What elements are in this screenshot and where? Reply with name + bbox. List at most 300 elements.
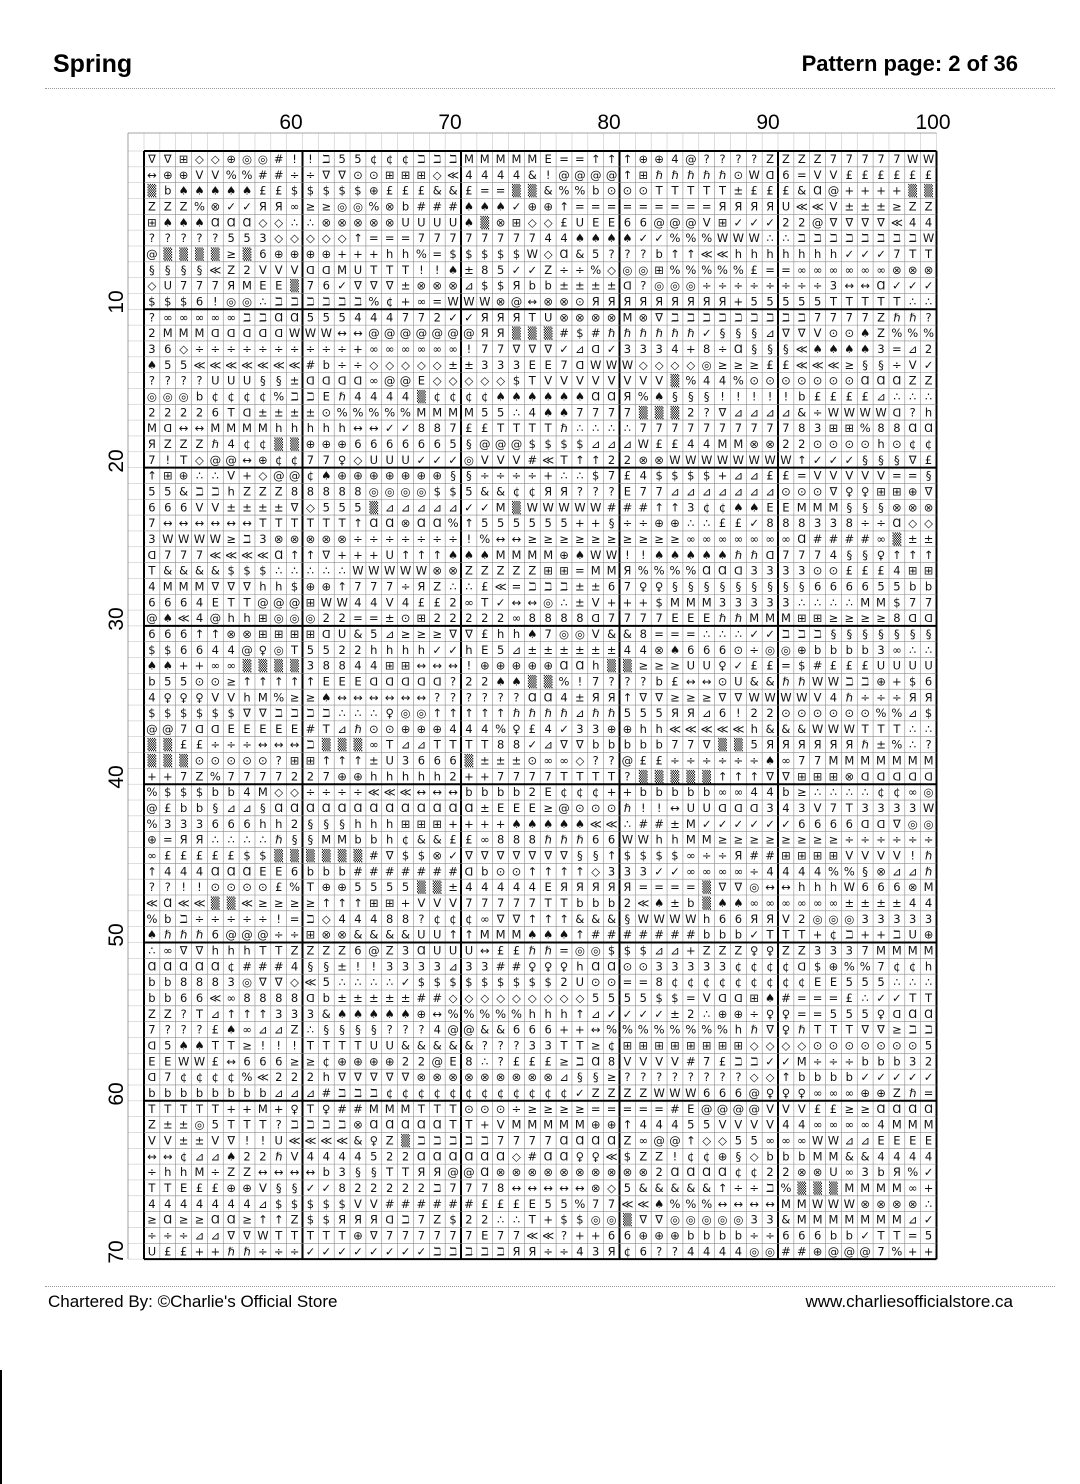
grid-cell-symbol: ∇ [797,326,806,341]
grid-cell-symbol: ≥ [717,357,728,372]
grid-cell-symbol: = [559,152,569,167]
grid-cell-symbol: 7 [449,421,457,436]
grid-cell-symbol: M [796,1196,807,1211]
grid-cell-symbol: ± [273,500,284,515]
grid-cell-symbol: & [670,1180,680,1195]
grid-cell-symbol: 6 [782,1228,790,1243]
grid-cell-symbol: ∞ [559,753,569,768]
grid-cell-symbol: ⊗ [495,294,506,309]
grid-cell-symbol: M [257,785,268,800]
grid-cell-symbol: ± [511,753,522,768]
grid-cell-symbol: b [623,737,632,752]
grid-cell-symbol: 7 [655,484,663,499]
grid-cell-symbol: ∞ [226,310,236,325]
grid-cell-symbol: ? [164,880,171,895]
grid-cell-symbol: % [685,563,697,578]
grid-cell-symbol: ⊗ [511,1165,522,1180]
grid-cell-symbol: ¢ [512,484,521,499]
grid-cell-symbol: ¢ [893,785,901,800]
grid-cell-symbol: ≪ [145,896,158,911]
grid-cell-symbol: b [179,1086,188,1100]
grid-cell-symbol: @ [146,611,158,626]
grid-cell-symbol: £ [766,357,774,372]
grid-cell-symbol: ↔ [194,516,205,531]
grid-cell-symbol: ÷ [907,832,918,847]
grid-cell-symbol: @ [669,1133,681,1148]
grid-cell-symbol: ▒ [195,247,204,262]
grid-cell-symbol: 2 [449,595,457,610]
grid-cell-symbol: £ [829,389,838,404]
grid-cell-symbol: ◇ [749,1038,759,1053]
grid-cell-symbol: ≪ [304,1133,317,1148]
grid-cell-symbol: W [811,721,824,736]
grid-cell-symbol: 5 [798,294,806,309]
grid-cell-symbol: ◇ [290,975,299,990]
grid-cell-symbol: M [463,152,474,167]
grid-cell-symbol: = [606,1101,617,1116]
grid-cell-symbol: ∇ [465,848,473,863]
grid-cell-symbol: ÷ [479,468,490,483]
grid-cell-symbol: ↔ [511,531,522,546]
grid-cell-symbol: £ [861,563,869,578]
grid-cell-symbol: ⊕ [384,1054,395,1069]
grid-cell-symbol: ≥ [559,1101,569,1116]
grid-cell-symbol: Ɑ [559,1133,569,1148]
grid-cell-symbol: % [574,1196,586,1211]
grid-cell-symbol: $ [528,975,536,990]
grid-cell-symbol: ⊕ [416,1006,427,1021]
grid-cell-symbol: 6 [195,991,204,1006]
grid-cell-symbol: Z [258,484,267,499]
grid-cell-symbol: ▒ [163,247,173,262]
grid-cell-symbol: £ [671,436,679,451]
grid-cell-symbol: Я [718,294,727,309]
grid-cell-symbol: ÷ [749,1006,760,1021]
grid-cell-symbol: 3 [639,341,647,356]
grid-cell-symbol: + [479,816,490,831]
grid-cell-symbol: ⊗ [448,563,458,578]
grid-cell-symbol: 7 [607,611,616,626]
grid-cell-symbol: ⊿ [384,626,395,641]
grid-cell-symbol: ℏ [734,611,743,626]
grid-cell-symbol: Ɑ [210,1212,220,1227]
grid-cell-symbol: % [780,1180,792,1195]
grid-cell-symbol: 4 [734,1244,743,1259]
grid-cell-symbol: ⊙ [638,959,649,974]
grid-cell-symbol: ℏ [687,167,695,182]
grid-cell-symbol: = [701,199,712,214]
grid-cell-symbol: 7 [639,611,647,626]
grid-cell-symbol: ✓ [892,991,902,1006]
grid-cell-symbol: U [337,626,347,641]
grid-cell-symbol: T [845,801,853,816]
grid-cell-symbol: ? [608,247,615,262]
grid-cell-symbol: ± [733,183,744,198]
grid-cell-symbol: b [639,737,647,752]
grid-cell-symbol: § [180,262,187,277]
grid-cell-symbol: ⊗ [495,1165,506,1180]
grid-cell-symbol: £ [813,1101,822,1116]
grid-cell-symbol: M [321,832,332,847]
grid-cell-symbol: £ [512,1054,521,1069]
grid-cell-symbol: % [558,183,570,198]
grid-cell-symbol: ∇ [782,769,790,784]
grid-cell-symbol: 2 [623,896,632,911]
grid-cell-symbol: § [909,626,916,641]
grid-cell-symbol: U [369,452,379,467]
grid-cell-symbol: ⊞ [717,1038,728,1053]
grid-cell-symbol: @ [574,167,586,182]
grid-cell-symbol: ℏ [544,943,552,958]
grid-cell-symbol: ⊙ [812,706,823,721]
grid-cell-symbol: ▒ [622,658,632,673]
grid-cell-symbol: W [922,152,935,167]
grid-cell-symbol: 4 [243,785,251,800]
grid-cell-symbol: ⊙ [733,642,744,657]
grid-cell-symbol: ♠ [226,1149,237,1164]
grid-cell-symbol: ∇ [734,690,743,705]
grid-cell-symbol: 2 [766,706,774,721]
grid-cell-symbol: h [528,1006,536,1021]
grid-cell-symbol: ⊙ [258,753,268,768]
grid-cell-symbol: £ [179,848,188,863]
grid-cell-symbol: Ɑ [559,658,569,673]
grid-cell-symbol: 5 [322,975,330,990]
grid-cell-symbol: ↔ [860,278,870,293]
grid-cell-symbol: % [146,816,158,831]
grid-cell-symbol: ◇ [147,278,157,293]
grid-cell-symbol: ᗡ [258,326,268,341]
grid-cell-symbol: + [559,1022,569,1037]
grid-cell-symbol: & [496,484,506,499]
grid-cell-symbol: 4 [671,341,679,356]
grid-cell-symbol: = [670,199,680,214]
grid-cell-symbol: ♠ [162,611,173,626]
grid-cell-symbol: 4 [148,690,156,705]
grid-cell-symbol: 6 [211,405,219,420]
grid-cell-symbol: ⊙ [590,975,601,990]
grid-cell-symbol: ∞ [796,896,807,911]
grid-cell-symbol: ♀ [781,1006,791,1021]
grid-cell-symbol: 6 [687,642,695,657]
grid-cell-symbol: $ [655,991,663,1006]
grid-cell-symbol: ¢ [718,500,727,515]
grid-cell-symbol: V [813,326,822,341]
grid-cell-symbol: % [637,563,649,578]
grid-cell-symbol: 7 [148,1022,156,1037]
grid-cell-symbol: U [924,658,933,673]
grid-cell-symbol: ∴ [306,1022,315,1037]
grid-cell-symbol: W [843,880,856,895]
grid-cell-symbol: M [717,436,728,451]
grid-cell-symbol: % [669,231,681,246]
grid-cell-symbol: ∞ [162,310,173,325]
grid-cell-symbol: ≥ [654,531,664,546]
grid-cell-symbol: = [511,579,522,594]
grid-cell-symbol: % [859,959,871,974]
grid-cell-symbol: § [878,452,884,467]
grid-cell-symbol: ⊗ [337,927,347,942]
grid-cell-symbol: ♠ [606,231,617,246]
grid-cell-symbol: # [353,864,363,879]
grid-cell-symbol: = [622,199,633,214]
grid-cell-symbol: § [672,389,678,404]
grid-cell-symbol: % [669,563,681,578]
grid-cell-symbol: T [433,737,441,752]
grid-cell-symbol: ♠ [463,215,475,230]
grid-cell-symbol: 7 [211,278,219,293]
grid-cell-symbol: ∴ [845,785,853,800]
grid-cell-symbol: ↔ [559,1180,569,1195]
grid-cell-symbol: 6 [734,1086,743,1100]
grid-cell-symbol: 7 [703,421,711,436]
grid-cell-symbol: V [211,1133,220,1148]
grid-cell-symbol: # [258,167,268,182]
grid-cell-symbol: & [797,405,807,420]
grid-cell-symbol: 2 [417,1054,426,1069]
grid-cell-symbol: W [922,801,935,816]
grid-cell-symbol: 3 [401,943,410,958]
grid-cell-symbol: Z [195,769,204,784]
grid-cell-symbol: ∇ [766,769,774,784]
grid-cell-symbol: % [368,199,380,214]
row-label-70: 70 [105,1240,128,1264]
grid-cell-symbol: ⊿ [907,1212,918,1227]
grid-cell-symbol: ↑ [781,1070,791,1085]
grid-cell-symbol: # [432,991,443,1006]
grid-cell-symbol: ∞ [781,531,791,546]
grid-cell-symbol: 5 [750,737,758,752]
grid-cell-symbol: 4 [465,721,473,736]
grid-cell-symbol: ⊗ [321,927,332,942]
grid-cell-symbol: b [798,389,806,404]
grid-cell-symbol: Ɑ [432,801,442,816]
grid-cell-symbol: 4 [639,1117,647,1132]
grid-cell-symbol: ÷ [733,278,744,293]
grid-cell-symbol: E [877,1133,885,1148]
grid-cell-symbol: 6 [433,753,441,768]
grid-cell-symbol: ≪ [336,1133,349,1148]
grid-cell-symbol: 2 [354,642,362,657]
grid-cell-symbol: £ [829,1101,838,1116]
grid-cell-symbol: ▒ [258,658,268,673]
grid-cell-symbol: V [480,452,489,467]
grid-cell-symbol: T [291,1228,299,1243]
grid-cell-symbol: 7 [671,421,679,436]
grid-cell-symbol: ⊞ [416,611,427,626]
grid-cell-symbol: ℶ [195,484,204,499]
grid-cell-symbol: ✓ [717,816,728,831]
grid-cell-symbol: = [432,247,443,262]
grid-cell-symbol: ! [213,294,218,309]
grid-cell-symbol: h [401,769,410,784]
grid-cell-symbol: T [655,183,663,198]
grid-cell-symbol: W [669,1086,681,1100]
grid-cell-symbol: & [353,1133,363,1148]
grid-cell-symbol: 7 [544,626,552,641]
grid-cell-symbol: 6 [243,1054,251,1069]
grid-cell-symbol: 5 [354,880,362,895]
grid-cell-symbol: ⊙ [844,373,855,388]
grid-cell-symbol: $ [528,436,536,451]
grid-cell-symbol: ! [640,801,646,816]
grid-cell-symbol: Z [591,1086,600,1100]
grid-cell-symbol: 5 [179,674,188,689]
grid-cell-symbol: ? [703,1070,710,1085]
grid-cell-symbol: W [320,326,332,341]
grid-cell-symbol: ± [575,579,585,594]
grid-cell-symbol: & [686,1180,696,1195]
grid-cell-symbol: % [479,1006,491,1021]
grid-cell-symbol: ≪ [890,215,903,230]
grid-cell-symbol: Z [243,1165,251,1180]
grid-cell-symbol: Z [797,943,806,958]
grid-cell-symbol: Я [781,737,790,752]
grid-cell-symbol: ℶ [306,294,315,309]
grid-cell-symbol: T [560,452,568,467]
grid-cell-symbol: + [685,341,696,356]
grid-cell-symbol: ≥ [844,611,855,626]
grid-cell-symbol: Ɑ [226,1212,236,1227]
grid-cell-symbol: h [750,247,758,262]
grid-cell-symbol: ▒ [274,658,284,673]
grid-cell-symbol: h [782,247,790,262]
grid-cell-symbol: 2 [259,1149,267,1164]
grid-cell-symbol: W [748,690,760,705]
grid-cell-symbol: T [719,183,727,198]
grid-cell-symbol: ÷ [194,341,205,356]
grid-cell-symbol: ↑ [194,626,205,641]
grid-cell-symbol: 8 [798,421,806,436]
grid-cell-symbol: T [338,516,346,531]
footer-divider [45,1286,1055,1287]
grid-cell-symbol: Я [512,1244,521,1259]
grid-cell-symbol: M [860,595,871,610]
grid-cell-symbol: 2 [782,215,790,230]
grid-cell-symbol: V [655,1054,664,1069]
grid-cell-symbol: 7 [512,769,521,784]
grid-cell-symbol: M [844,1180,855,1195]
grid-cell-symbol: ℶ [496,1244,505,1259]
grid-cell-symbol: b [227,1086,235,1100]
grid-cell-symbol: 4 [148,579,156,594]
grid-cell-symbol: & [575,911,585,926]
grid-cell-symbol: Ɑ [369,516,379,531]
grid-cell-symbol: ¢ [703,975,711,990]
grid-cell-symbol: ℏ [164,927,172,942]
grid-cell-symbol: ⊿ [575,706,585,721]
grid-cell-symbol: ᗡ [876,816,886,831]
grid-cell-symbol: & [749,674,759,689]
grid-cell-symbol: W [843,1196,856,1211]
grid-cell-symbol: T [893,294,901,309]
grid-cell-symbol: ⊕ [337,1054,347,1069]
grid-cell-symbol: T [417,1101,425,1116]
grid-cell-symbol: M [828,753,839,768]
grid-cell-symbol: ♀ [765,1086,775,1100]
grid-cell-symbol: ᗡ [892,1006,902,1021]
grid-cell-symbol: V [718,1117,727,1132]
grid-cell-symbol: ± [907,531,918,546]
grid-cell-symbol: ⊿ [543,737,553,752]
grid-cell-symbol: ℶ [322,152,331,167]
grid-cell-symbol: Ɑ [670,1165,680,1180]
grid-cell-symbol: ◎ [558,626,570,641]
grid-cell-symbol: ? [656,1244,663,1259]
grid-cell-symbol: Z [338,943,347,958]
grid-cell-symbol: ≥ [590,1038,601,1053]
grid-cell-symbol: Я [607,294,616,309]
grid-cell-symbol: £ [750,262,758,277]
grid-cell-symbol: ≥ [273,896,284,911]
grid-cell-symbol: 4 [703,373,711,388]
grid-cell-symbol: ? [450,690,457,705]
grid-cell-symbol: 4 [909,896,917,911]
grid-cell-symbol: ⊗ [321,531,332,546]
grid-cell-symbol: M [527,152,538,167]
grid-cell-symbol: ⊕ [907,484,918,499]
grid-cell-symbol: Ɑ [321,801,331,816]
grid-cell-symbol: ∴ [718,626,727,641]
grid-cell-symbol: ∇ [322,167,331,182]
grid-cell-symbol: U [433,943,442,958]
grid-cell-symbol: % [701,262,713,277]
grid-cell-symbol: 3 [496,357,505,372]
grid-cell-symbol: 6 [718,642,727,657]
grid-cell-symbol: ⊿ [559,1070,569,1085]
grid-cell-symbol: ≥ [242,1038,252,1053]
grid-cell-symbol: + [464,816,474,831]
grid-cell-symbol: ? [671,1244,679,1259]
grid-cell-symbol: 7 [528,231,536,246]
grid-cell-symbol: Ɑ [924,1101,934,1116]
grid-cell-symbol: ∞ [194,310,205,325]
grid-cell-symbol: 7 [449,1228,457,1243]
grid-cell-symbol: ♠ [495,674,506,689]
grid-cell-symbol: ℶ [782,310,790,325]
grid-cell-symbol: 4 [576,1244,584,1259]
grid-cell-symbol: E [512,801,521,816]
grid-cell-symbol: ⊙ [210,880,221,895]
grid-cell-symbol: ◎ [606,1212,617,1227]
grid-cell-symbol: Z [163,1006,172,1021]
grid-cell-symbol: ∴ [924,1196,933,1211]
grid-cell-symbol: ¢ [306,468,315,483]
grid-cell-symbol: $ [623,848,632,863]
grid-cell-symbol: 4 [354,389,362,404]
grid-cell-symbol: ℶ [306,1117,315,1132]
grid-cell-symbol: U [401,452,410,467]
grid-cell-symbol: ⊕ [178,468,189,483]
grid-cell-symbol: M [606,563,617,578]
grid-cell-symbol: ◎ [685,1212,696,1227]
grid-cell-symbol: ¢ [195,1070,204,1085]
grid-cell-symbol: ⊗ [416,1070,427,1085]
grid-cell-symbol: + [876,927,886,942]
grid-cell-symbol: b [322,1165,330,1180]
grid-cell-symbol: ↔ [226,516,237,531]
grid-cell-symbol: ⊙ [828,1038,839,1053]
grid-cell-symbol: ⊙ [733,167,744,182]
grid-cell-symbol: & [844,1149,854,1164]
grid-cell-symbol: b [782,785,790,800]
grid-cell-symbol: ◇ [337,231,347,246]
grid-cell-symbol: ± [606,642,617,657]
grid-cell-symbol: ᗡ [591,341,601,356]
grid-cell-symbol: § [196,262,203,277]
grid-cell-symbol: % [907,1165,919,1180]
grid-cell-symbol: 7 [417,310,426,325]
